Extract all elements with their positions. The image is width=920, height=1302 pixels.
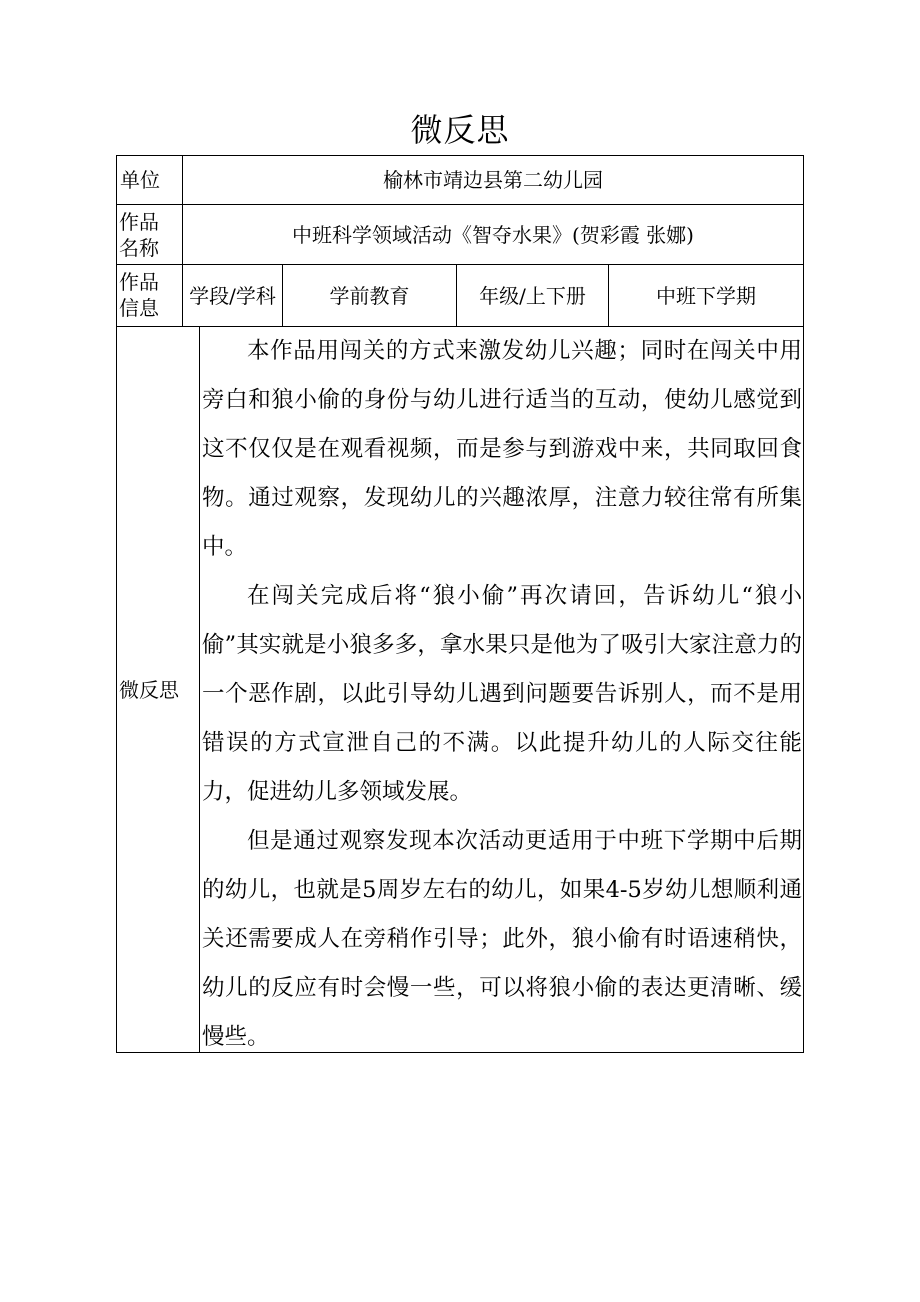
reflection-column-divider (199, 326, 200, 1053)
unit-value (183, 156, 803, 204)
work-name-value (183, 205, 803, 264)
page-title: 微反思 (410, 111, 510, 149)
stage-subject-value-text: 学前教育 (329, 283, 410, 308)
work-info-label-line2: 信息 (119, 296, 159, 320)
stage-subject-label (183, 265, 282, 326)
reflection-paragraph-3: 但是通过观察发现本次活动更适用于中班下学期中后期的幼儿，也就是5周岁左右的幼儿，如果4-5岁幼儿想顺利通关还需要成人在旁稍作引导；此外，狼小偷有时语速稍快，幼儿的反应有时会慢一些，可以将狼小偷的表达更清晰、缓慢些。 (202, 828, 802, 1050)
reflection-paragraph-1: 本作品用闯关的方式来激发幼儿兴趣；同时在闯关中用旁白和狼小偷的身份与幼儿进行适当的互动，使幼儿感觉到这不仅仅是在观看视频，而是参与到游戏中来，共同取回食物。通过观察，发现幼儿的兴趣浓厚，注意力较往常有所集中。 (202, 338, 802, 560)
unit-label-text: 单位 (120, 168, 160, 192)
stage-subject-label-text: 学段/学科 (189, 283, 276, 308)
work-name-value-text: 中班科学领域活动《智夺水果》(贺彩霞 张娜) (292, 222, 694, 247)
unit-value-text: 榆林市靖边县第二幼儿园 (383, 168, 603, 192)
work-name-label (119, 209, 159, 261)
grade-term-value-text: 中班下学期 (656, 283, 756, 308)
unit-label (120, 156, 160, 204)
reflection-label (119, 327, 179, 1052)
work-name-label-line2: 名称 (119, 236, 159, 260)
grade-term-label-text: 年级/上下册 (479, 283, 586, 308)
table-border-right (803, 155, 804, 1053)
reflection-content (202, 327, 802, 1062)
work-info-label-line1: 作品 (119, 270, 159, 294)
reflection-paragraph-2: 在闯关完成后将“狼小偷”再次请回，告诉幼儿“狼小偷”其实就是小狼多多，拿水果只是他为了吸引大家注意力的一个恶作剧，以此引导幼儿遇到问题要告诉别人，而不是用错误的方式宣泄自己的不满。以此提升幼儿的人际交往能力，促进幼儿多领域发展。 (202, 583, 802, 805)
work-info-label (119, 269, 159, 321)
grade-term-label (457, 265, 608, 326)
reflection-label-text: 微反思 (119, 677, 179, 702)
reflection-table (116, 155, 804, 1053)
grade-term-value (609, 265, 803, 326)
work-name-label-line1: 作品 (119, 210, 159, 234)
table-border-left (116, 155, 117, 1053)
stage-subject-value (283, 265, 456, 326)
